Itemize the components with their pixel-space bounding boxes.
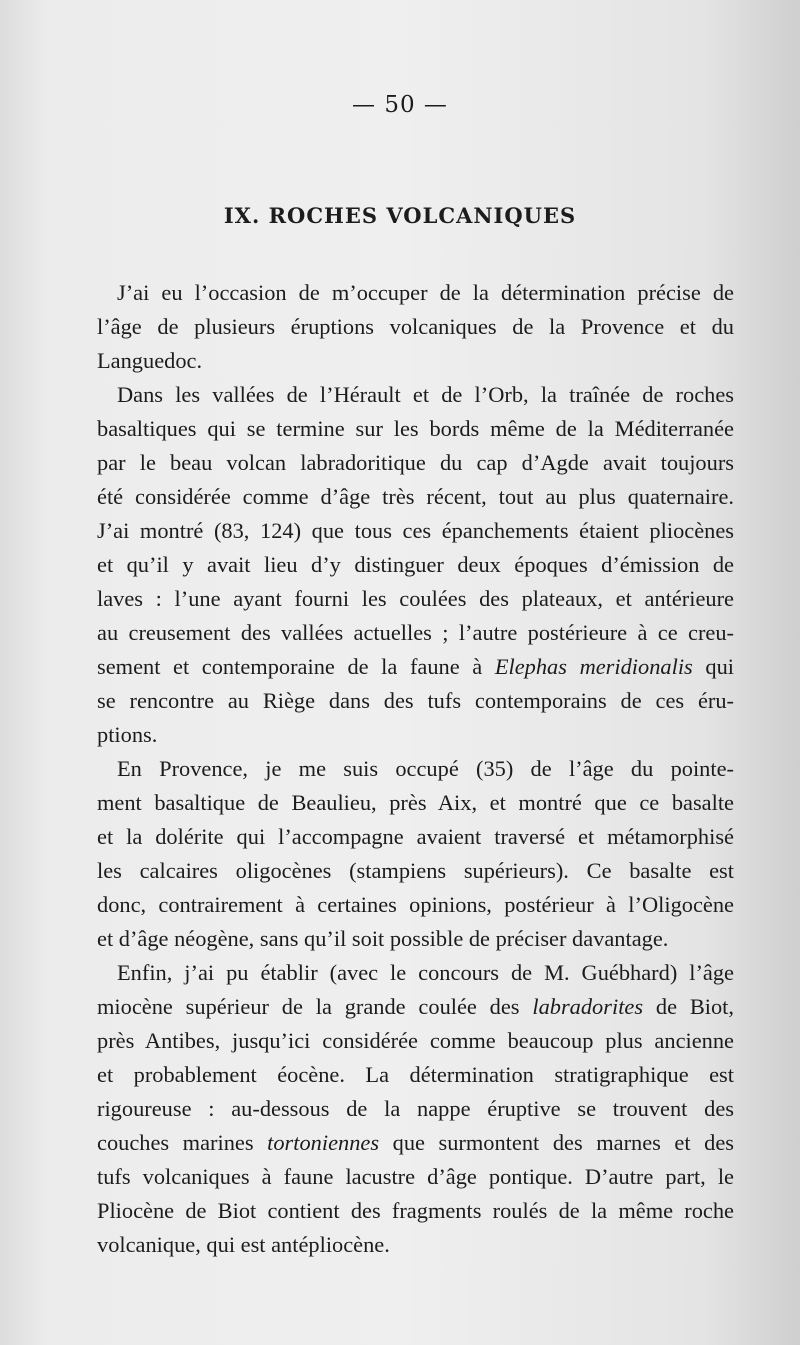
text-line: couches marines tortoniennes que surmontent des marnes et des [97,1130,734,1155]
text-line: basaltiques qui se termine sur les bords même de la Méditerranée [97,416,734,441]
text-line: ment basaltique de Beaulieu, près Aix, et montré que ce basalte [97,790,734,815]
text-line: les calcaires oligocènes (stampiens supérieurs). Ce basalte est [97,858,734,883]
text-line: laves : l’une ayant fourni les coulées des plateaux, et antérieure [97,586,734,611]
text-line: été considérée comme d’âge très récent, tout au plus quaternaire. [97,484,734,509]
paragraph [97,378,734,752]
section-heading: IX. ROCHES VOLCANIQUES [223,203,577,228]
text-line: sement et contemporaine de la faune à Elephas meridionalis qui [97,654,734,679]
text-line: Pliocène de Biot contient des fragments roulés de la même roche [97,1198,734,1223]
text-line: tufs volcaniques à faune lacustre d’âge pontique. D’autre part, le [97,1164,734,1189]
text-line: se rencontre au Riège dans des tufs contemporains de ces éru- [97,688,734,713]
page-number: — 50 — [352,92,448,118]
text-line: Languedoc. [97,348,203,373]
text-line: volcanique, qui est antépliocène. [97,1232,390,1257]
paragraph [97,276,734,378]
text-line: et la dolérite qui l’accompagne avaient traversé et métamorphisé [97,824,734,849]
text-line: donc, contrairement à certaines opinions, postérieur à l’Oligocène [97,892,734,917]
text-line: Enfin, j’ai pu établir (avec le concours de M. Guébhard) l’âge [117,960,734,985]
text-line: et probablement éocène. La détermination stratigraphique est [97,1062,734,1087]
text-line: l’âge de plusieurs éruptions volcaniques de la Provence et du [97,314,734,339]
text-line: rigoureuse : au-dessous de la nappe éruptive se trouvent des [97,1096,734,1121]
text-line: ptions. [97,722,158,747]
paragraph [97,956,734,1262]
text-line: par le beau volcan labradoritique du cap d’Agde avait toujours [97,450,734,475]
text-line: et d’âge néogène, sans qu’il soit possible de préciser davantage. [97,926,669,951]
text-line: Dans les vallées de l’Hérault et de l’Orb, la traînée de roches [117,382,734,407]
text-line: et qu’il y avait lieu d’y distinguer deux époques d’émission de [97,552,734,577]
text-line: J’ai eu l’occasion de m’occuper de la détermination précise de [117,280,734,305]
body-text [97,276,734,1262]
text-line: au creusement des vallées actuelles ; l’autre postérieure à ce creu- [97,620,734,645]
text-line: En Provence, je me suis occupé (35) de l’âge du pointe- [117,756,734,781]
paragraph [97,752,734,956]
text-line: J’ai montré (83, 124) que tous ces épanchements étaient pliocènes [97,518,734,543]
text-line: miocène supérieur de la grande coulée des labradorites de Biot, [97,994,734,1019]
text-line: près Antibes, jusqu’ici considérée comme beaucoup plus ancienne [97,1028,734,1053]
